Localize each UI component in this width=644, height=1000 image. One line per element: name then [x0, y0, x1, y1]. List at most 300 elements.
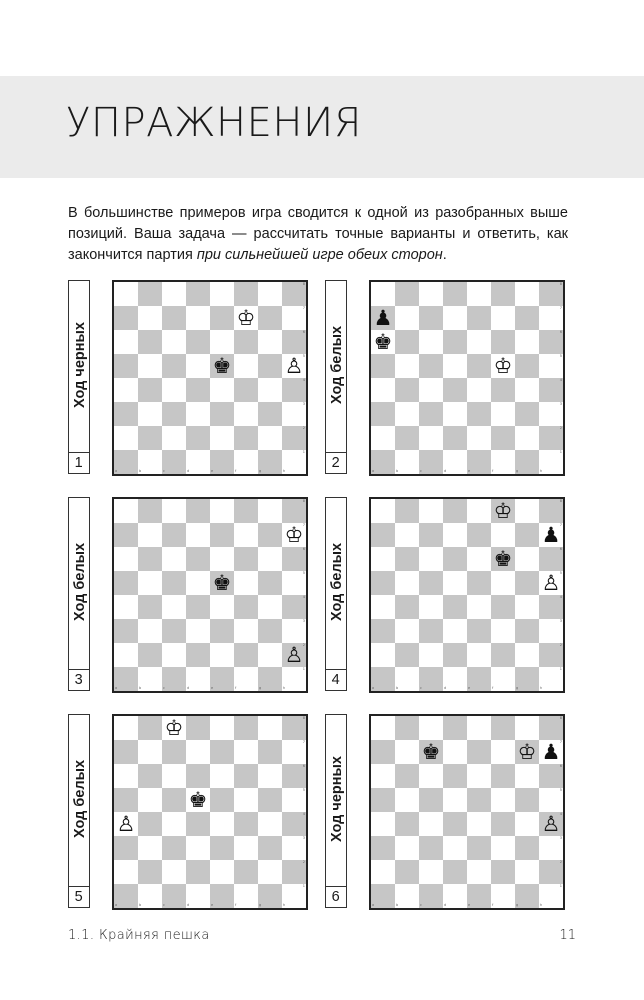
board-square [371, 499, 395, 523]
board-square [114, 499, 138, 523]
board-square [210, 836, 234, 860]
board-square [539, 330, 563, 354]
file-label: a [372, 468, 375, 473]
board-square [114, 667, 138, 691]
board-square [138, 499, 162, 523]
board-square [210, 354, 234, 378]
board-square [443, 330, 467, 354]
file-label: b [396, 685, 399, 690]
board-square [395, 330, 419, 354]
board-square [371, 812, 395, 836]
board-square [162, 330, 186, 354]
board-square [443, 667, 467, 691]
board-square [371, 619, 395, 643]
board-square [282, 788, 306, 812]
board-square [210, 330, 234, 354]
board-square [282, 571, 306, 595]
side-to-move-label: Ход черных [329, 756, 345, 842]
board-square [138, 426, 162, 450]
board-square [234, 595, 258, 619]
file-label: g [259, 468, 262, 473]
board-square [443, 836, 467, 860]
file-label: b [139, 468, 142, 473]
board-square [467, 571, 491, 595]
board-square [515, 571, 539, 595]
file-label: f [492, 468, 494, 473]
board-square [395, 595, 419, 619]
file-label: e [468, 902, 471, 907]
board-square [186, 788, 210, 812]
board-square [515, 282, 539, 306]
board-square [467, 812, 491, 836]
board-square [162, 619, 186, 643]
board-square [371, 378, 395, 402]
board-square [539, 860, 563, 884]
board-square [419, 499, 443, 523]
rank-label: 5 [559, 354, 562, 358]
board-square [258, 595, 282, 619]
board-square [114, 426, 138, 450]
rank-label: 5 [559, 571, 562, 575]
file-label: e [211, 468, 214, 473]
board-square [371, 764, 395, 788]
board-square [491, 402, 515, 426]
board-square [138, 667, 162, 691]
board-square [138, 378, 162, 402]
file-label: b [396, 468, 399, 473]
rank-label: 8 [302, 282, 305, 286]
rank-label: 1 [302, 884, 305, 888]
board-square [138, 547, 162, 571]
board-square [539, 354, 563, 378]
rank-label: 5 [302, 571, 305, 575]
board-square [419, 764, 443, 788]
white-pawn-icon: ♙ [284, 642, 304, 667]
board-square [282, 426, 306, 450]
rank-label: 4 [559, 378, 562, 382]
board-square [395, 306, 419, 330]
board-square [162, 836, 186, 860]
board-square [210, 499, 234, 523]
board-square [395, 860, 419, 884]
board-square [395, 812, 419, 836]
board-square [491, 378, 515, 402]
rank-label: 1 [559, 667, 562, 671]
board-square [282, 836, 306, 860]
board-square [443, 884, 467, 908]
board-square [258, 716, 282, 740]
board-square [539, 884, 563, 908]
board-square [114, 306, 138, 330]
board-square [419, 667, 443, 691]
intro-text-end: . [442, 247, 447, 263]
board-square [467, 884, 494, 908]
chess-board [112, 497, 308, 693]
board-square [491, 450, 515, 474]
board-square [114, 812, 138, 836]
file-label: c [420, 902, 422, 907]
board-square [491, 306, 515, 330]
board-square [443, 740, 467, 764]
board-square [138, 595, 162, 619]
board-square [114, 354, 138, 378]
black-king-icon: ♚ [212, 353, 232, 378]
board-square [138, 306, 162, 330]
board-square [443, 619, 467, 643]
exercise-1 [68, 280, 308, 474]
board-square [467, 306, 491, 330]
board-square [282, 643, 306, 667]
board-square [186, 884, 210, 908]
black-pawn-icon: ♟ [373, 305, 393, 330]
board-square [138, 884, 162, 908]
rank-label: 6 [559, 764, 562, 768]
file-label: d [187, 902, 190, 907]
board-square [515, 884, 539, 908]
board-square [515, 836, 539, 860]
rank-label: 1 [302, 667, 305, 671]
board-square [258, 788, 282, 812]
board-square [539, 378, 563, 402]
board-square [114, 836, 138, 860]
board-square [539, 812, 563, 836]
board-square [210, 595, 234, 619]
file-label: c [163, 902, 165, 907]
board-square [186, 619, 210, 643]
rank-label: 3 [559, 619, 562, 623]
board-square [371, 547, 395, 571]
board-square [443, 354, 467, 378]
board-square [443, 523, 467, 547]
board-square [419, 643, 443, 667]
board-square [282, 619, 306, 643]
board-square [467, 643, 491, 667]
board-square [258, 740, 282, 764]
intro-paragraph [68, 203, 568, 266]
board-square [491, 788, 515, 812]
rank-label: 6 [302, 547, 305, 551]
board-square [515, 619, 539, 643]
board-square [371, 330, 395, 354]
board-square [371, 306, 395, 330]
file-label: b [139, 685, 142, 690]
board-square [258, 499, 282, 523]
board-square [162, 402, 186, 426]
board-square [515, 547, 539, 571]
board-square [234, 643, 258, 667]
chess-board [112, 714, 308, 910]
exercise-6 [325, 714, 565, 908]
board-square [282, 402, 306, 426]
rank-label: 3 [302, 836, 305, 840]
file-label: a [372, 685, 375, 690]
board-square [419, 884, 443, 908]
board-square [515, 595, 539, 619]
board-square [282, 860, 306, 884]
board-square [515, 740, 539, 764]
exercise-label-box [325, 280, 347, 474]
board-square [443, 716, 467, 740]
board-square [114, 860, 138, 884]
board-square [234, 306, 258, 330]
board-square [162, 740, 186, 764]
board-square [282, 884, 306, 908]
white-king-icon: ♔ [493, 353, 513, 378]
file-label: d [444, 902, 447, 907]
exercise-5 [68, 714, 308, 908]
rank-label: 7 [302, 740, 305, 744]
board-square [186, 282, 210, 306]
file-label: a [115, 685, 118, 690]
board-square [539, 499, 563, 523]
board-square [186, 764, 210, 788]
exercise-number: 5 [68, 886, 90, 908]
board-square [210, 306, 234, 330]
board-square [234, 354, 258, 378]
board-square [491, 571, 515, 595]
board-square [114, 547, 138, 571]
file-label: h [283, 685, 286, 690]
rank-label: 4 [302, 595, 305, 599]
board-square [162, 764, 186, 788]
board-square [419, 547, 443, 571]
board-square [234, 571, 258, 595]
exercise-number: 2 [325, 452, 347, 474]
file-label: e [211, 685, 214, 690]
file-label: f [492, 902, 494, 907]
exercise-4 [325, 497, 565, 691]
intro-text: В большинстве примеров игра сводится к одной из разобранных выше позиций. Ваша задача — рассчитать точные варианты и ответить, как закончится партия [68, 205, 568, 263]
board-square [186, 402, 210, 426]
board-square [162, 306, 186, 330]
board-square [186, 426, 210, 450]
board-square [395, 571, 419, 595]
board-square [491, 619, 515, 643]
board-square [419, 330, 443, 354]
black-pawn-icon: ♟ [541, 739, 561, 764]
board-square [186, 523, 210, 547]
board-square [114, 330, 138, 354]
board-square [186, 354, 210, 378]
black-pawn-icon: ♟ [541, 522, 561, 547]
board-square [515, 402, 539, 426]
board-square [186, 860, 210, 884]
board-square [371, 643, 395, 667]
board-square [138, 402, 162, 426]
board-square [186, 306, 210, 330]
file-label: c [420, 685, 422, 690]
file-label: a [115, 468, 118, 473]
board-square [234, 499, 258, 523]
black-king-icon: ♚ [421, 739, 441, 764]
white-pawn-icon: ♙ [541, 570, 561, 595]
white-king-icon: ♔ [236, 305, 256, 330]
board-square [491, 595, 515, 619]
board-square [210, 450, 237, 474]
board-square [234, 667, 258, 691]
rank-label: 7 [559, 523, 562, 527]
board-square [258, 402, 282, 426]
file-label: f [492, 685, 494, 690]
board-square [515, 643, 539, 667]
board-square [467, 523, 491, 547]
board-square [443, 450, 467, 474]
board-square [467, 378, 491, 402]
file-label: h [283, 468, 286, 473]
board-square [138, 282, 162, 306]
board-square [210, 764, 234, 788]
white-king-icon: ♔ [164, 715, 184, 740]
file-label: d [444, 685, 447, 690]
board-square [210, 426, 234, 450]
board-square [210, 788, 234, 812]
board-square [186, 378, 210, 402]
rank-label: 3 [302, 402, 305, 406]
board-square [186, 595, 210, 619]
board-square [186, 547, 210, 571]
board-square [258, 836, 282, 860]
rank-label: 6 [559, 330, 562, 334]
board-square [162, 643, 186, 667]
board-square [186, 450, 210, 474]
rank-label: 6 [559, 547, 562, 551]
board-square [282, 764, 306, 788]
board-square [258, 571, 282, 595]
board-square [258, 330, 282, 354]
board-square [282, 378, 306, 402]
board-square [282, 740, 306, 764]
exercise-label-box [68, 280, 90, 474]
board-square [491, 860, 515, 884]
board-square [395, 402, 419, 426]
board-square [467, 667, 494, 691]
board-square [443, 812, 467, 836]
board-square [258, 812, 282, 836]
board-square [395, 764, 419, 788]
board-square [162, 282, 186, 306]
board-square [234, 450, 258, 474]
board-square [419, 354, 443, 378]
rank-label: 1 [559, 884, 562, 888]
board-square [443, 282, 467, 306]
board-square [162, 426, 186, 450]
board-square [539, 764, 563, 788]
board-square [395, 499, 419, 523]
side-to-move-label: Ход белых [329, 325, 345, 405]
board-square [539, 836, 563, 860]
board-square [515, 860, 539, 884]
board-square [210, 643, 234, 667]
board-square [282, 450, 306, 474]
board-square [114, 643, 138, 667]
rank-label: 7 [559, 306, 562, 310]
board-square [491, 547, 515, 571]
file-label: e [468, 468, 471, 473]
board-square [282, 499, 306, 523]
exercise-3 [68, 497, 308, 691]
board-square [114, 716, 138, 740]
board-square [395, 450, 419, 474]
black-king-icon: ♚ [212, 570, 232, 595]
file-label: c [163, 468, 165, 473]
board-square [138, 354, 162, 378]
board-square [443, 764, 467, 788]
board-square [395, 426, 419, 450]
board-square [138, 716, 162, 740]
board-square [138, 523, 162, 547]
board-square [371, 402, 395, 426]
board-square [234, 619, 258, 643]
board-square [258, 523, 282, 547]
board-square [467, 764, 491, 788]
file-label: f [235, 468, 237, 473]
board-square [138, 764, 162, 788]
file-label: e [468, 685, 471, 690]
board-square [234, 402, 258, 426]
board-square [371, 667, 395, 691]
board-square [539, 306, 563, 330]
board-square [114, 595, 138, 619]
board-square [395, 740, 419, 764]
file-label: a [115, 902, 118, 907]
board-square [467, 740, 491, 764]
board-square [258, 860, 282, 884]
board-square [258, 450, 282, 474]
rank-label: 2 [559, 426, 562, 430]
chess-board [369, 280, 565, 476]
board-square [395, 354, 419, 378]
board-square [138, 450, 162, 474]
board-square [467, 354, 491, 378]
board-square [162, 595, 186, 619]
file-label: g [259, 685, 262, 690]
board-square [371, 716, 395, 740]
board-square [395, 667, 419, 691]
board-square [371, 788, 395, 812]
board-square [395, 716, 419, 740]
board-square [419, 450, 443, 474]
board-square [467, 426, 491, 450]
board-square [138, 643, 162, 667]
board-square [138, 571, 162, 595]
board-square [539, 523, 563, 547]
rank-label: 7 [302, 523, 305, 527]
file-label: g [259, 902, 262, 907]
board-square [282, 667, 306, 691]
board-square [234, 330, 258, 354]
board-square [491, 282, 515, 306]
board-square [419, 595, 443, 619]
board-square [258, 378, 282, 402]
board-square [395, 378, 419, 402]
side-to-move-label: Ход белых [329, 542, 345, 622]
white-king-icon: ♔ [493, 498, 513, 523]
board-square [234, 836, 258, 860]
board-square [258, 426, 282, 450]
board-square [234, 523, 258, 547]
board-square [443, 788, 467, 812]
rank-label: 4 [302, 812, 305, 816]
board-square [515, 306, 539, 330]
board-square [515, 812, 539, 836]
rank-label: 1 [302, 450, 305, 454]
board-square [539, 740, 563, 764]
file-label: b [396, 902, 399, 907]
rank-label: 2 [559, 860, 562, 864]
exercise-number: 1 [68, 452, 90, 474]
board-square [186, 740, 210, 764]
rank-label: 6 [302, 764, 305, 768]
